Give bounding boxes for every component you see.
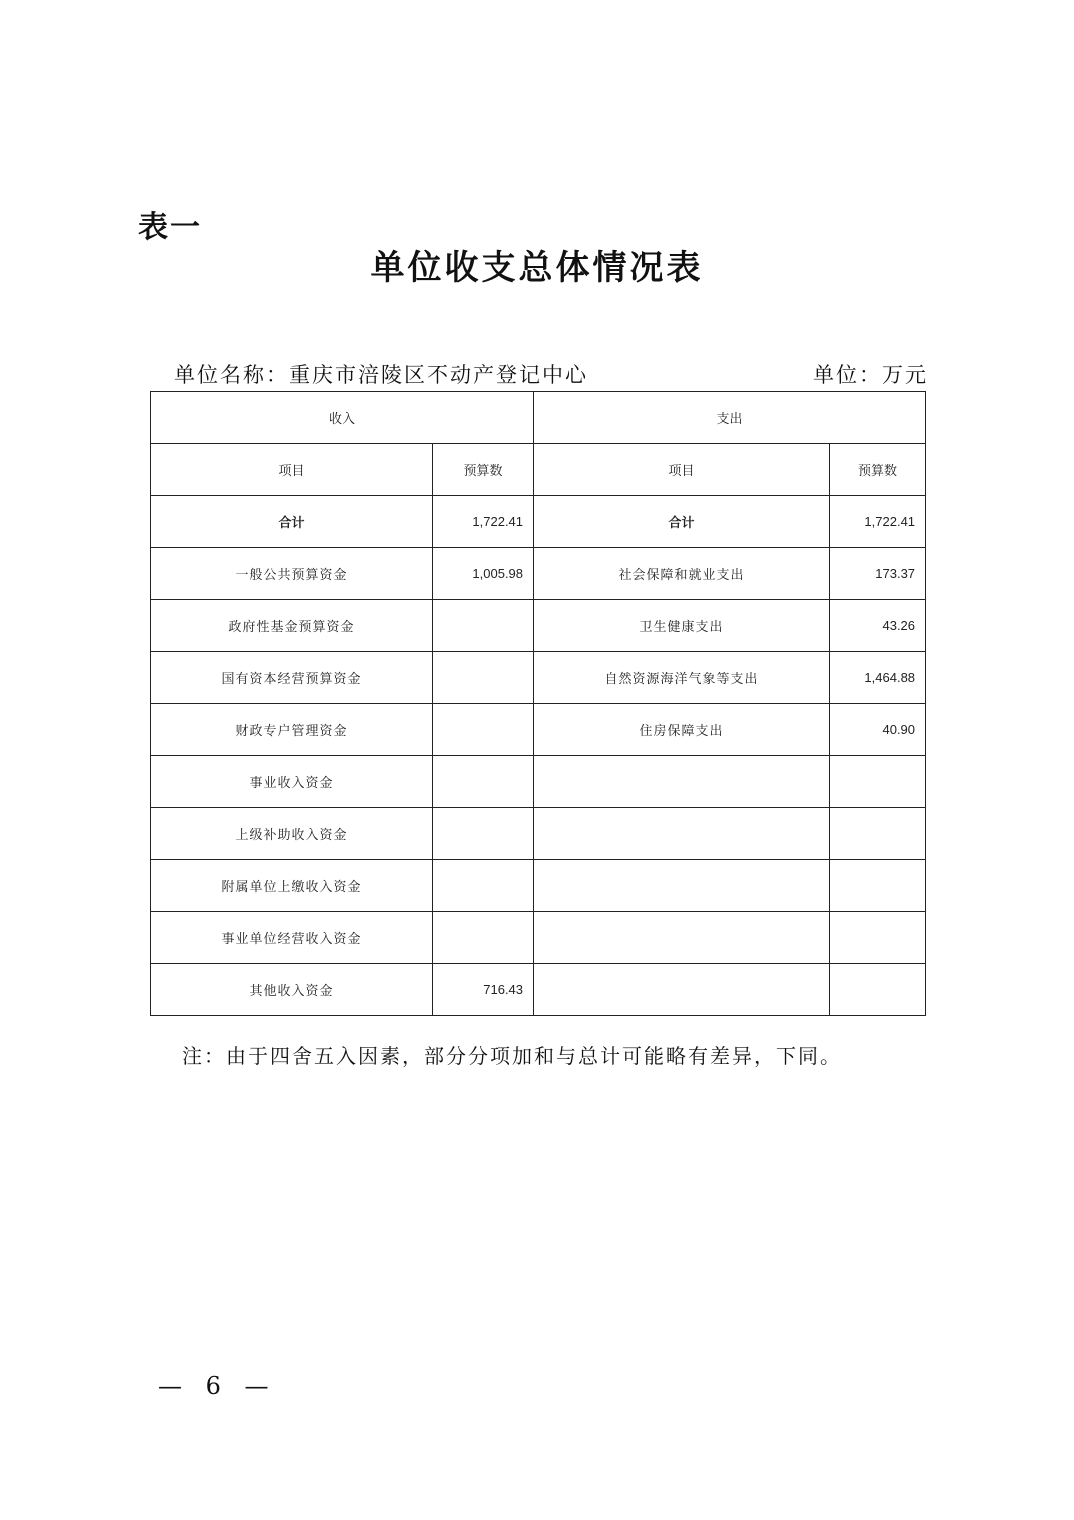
income-value <box>433 808 534 860</box>
expense-total-value: 1,722.41 <box>830 496 926 548</box>
expense-value <box>830 860 926 912</box>
expense-value <box>830 756 926 808</box>
expense-total-label: 合计 <box>534 496 830 548</box>
income-value: 1,005.98 <box>433 548 534 600</box>
income-item: 附属单位上缴收入资金 <box>151 860 433 912</box>
income-item: 其他收入资金 <box>151 964 433 1016</box>
unit-measure: 单位：万元 <box>813 363 928 387</box>
total-row <box>151 496 926 548</box>
table-row <box>151 912 926 964</box>
expense-item <box>534 964 830 1016</box>
page-title: 单位收支总体情况表 <box>370 248 704 288</box>
table-row <box>151 600 926 652</box>
table-label: 表一 <box>138 210 202 245</box>
income-value <box>433 704 534 756</box>
income-item-header: 项目 <box>151 444 433 496</box>
page-number: — 6 — <box>158 1372 277 1400</box>
income-item: 国有资本经营预算资金 <box>151 652 433 704</box>
income-budget-header: 预算数 <box>433 444 534 496</box>
expense-item: 卫生健康支出 <box>534 600 830 652</box>
table-row <box>151 808 926 860</box>
expense-value: 173.37 <box>830 548 926 600</box>
expense-value <box>830 964 926 1016</box>
income-item: 事业收入资金 <box>151 756 433 808</box>
expense-item <box>534 860 830 912</box>
income-value <box>433 652 534 704</box>
table-row <box>151 860 926 912</box>
income-total-label: 合计 <box>151 496 433 548</box>
expense-budget-header: 预算数 <box>830 444 926 496</box>
expense-value: 43.26 <box>830 600 926 652</box>
income-item: 上级补助收入资金 <box>151 808 433 860</box>
expense-item: 住房保障支出 <box>534 704 830 756</box>
header-row-2 <box>151 444 926 496</box>
expense-item <box>534 756 830 808</box>
table-row <box>151 704 926 756</box>
income-item: 政府性基金预算资金 <box>151 600 433 652</box>
income-item: 事业单位经营收入资金 <box>151 912 433 964</box>
expense-item: 自然资源海洋气象等支出 <box>534 652 830 704</box>
income-value <box>433 860 534 912</box>
income-header: 收入 <box>151 392 534 444</box>
table-row <box>151 548 926 600</box>
expense-item: 社会保障和就业支出 <box>534 548 830 600</box>
income-value <box>433 600 534 652</box>
income-item: 一般公共预算资金 <box>151 548 433 600</box>
table-row <box>151 652 926 704</box>
expense-value: 1,464.88 <box>830 652 926 704</box>
expense-value <box>830 808 926 860</box>
footnote: 注：由于四舍五入因素，部分分项加和与总计可能略有差异，下同。 <box>182 1044 842 1068</box>
budget-table <box>150 391 926 1016</box>
income-value: 716.43 <box>433 964 534 1016</box>
table-row <box>151 756 926 808</box>
expense-item-header: 项目 <box>534 444 830 496</box>
income-value <box>433 756 534 808</box>
expense-value <box>830 912 926 964</box>
expense-value: 40.90 <box>830 704 926 756</box>
expense-item <box>534 912 830 964</box>
table-row <box>151 964 926 1016</box>
unit-name: 单位名称：重庆市涪陵区不动产登记中心 <box>174 363 588 387</box>
expense-item <box>534 808 830 860</box>
income-total-value: 1,722.41 <box>433 496 534 548</box>
expense-header: 支出 <box>534 392 926 444</box>
income-item: 财政专户管理资金 <box>151 704 433 756</box>
header-row-1 <box>151 392 926 444</box>
income-value <box>433 912 534 964</box>
